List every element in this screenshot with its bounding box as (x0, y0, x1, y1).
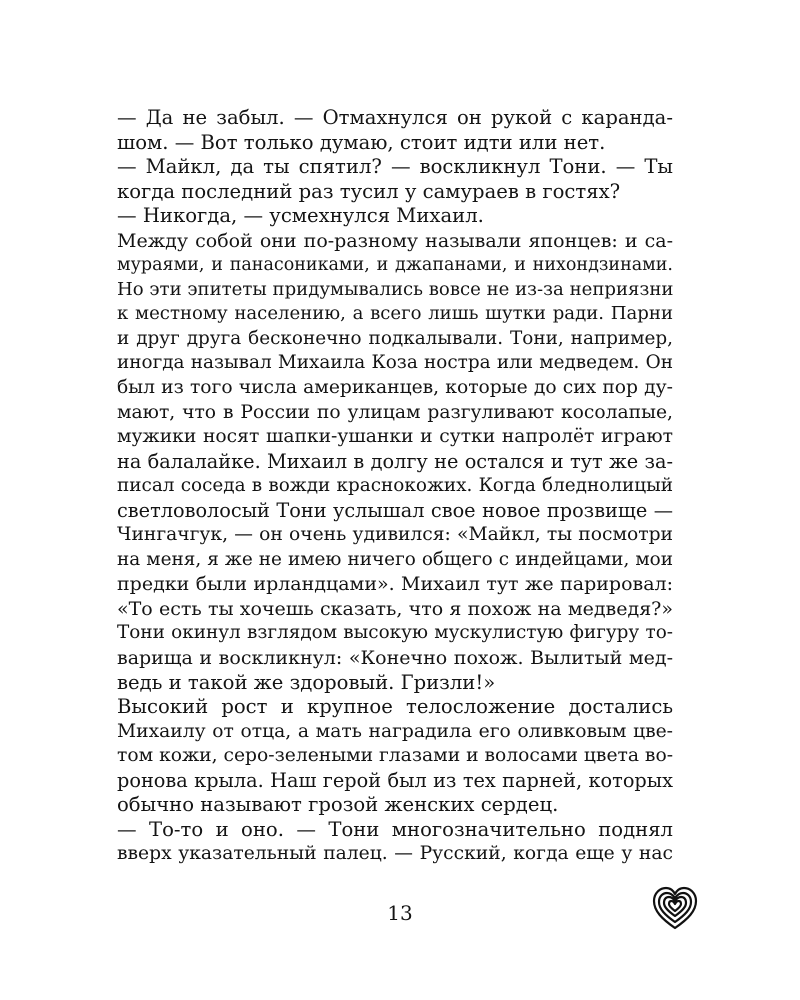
text-line: обычно называют грозой женских сердец. (117, 793, 559, 817)
text-line: светловолосый Тони услышал свое новое прозвище — (117, 498, 673, 522)
text-line: Михаилу от отца, а мать наградила его оливковым цве- (117, 720, 673, 742)
text-line: ведь и такой же здоровый. Гризли!» (117, 670, 496, 694)
text-line: мают, что в России по улицам разгуливают косолапые, (117, 401, 673, 423)
text-line: и друг друга бесконечно подкалывали. Тони, например, (117, 327, 673, 349)
text-line: иногда называл Михаила Коза ностра или медведем. Он (117, 352, 673, 374)
text-line: том кожи, серо-зелеными глазами и волосами цвета во- (117, 745, 674, 767)
text-line: Между собой они по-разному называли японцев: и са- (117, 229, 673, 252)
text-line: ронова крыла. Наш герой был из тех парней, которых (117, 768, 673, 792)
text-line: шом. — Вот только думаю, стоит идти или нет. (117, 130, 606, 154)
text-line: Высокий рост и крупное телосложение достались (117, 695, 673, 719)
text-line: мураями, и панасониками, и джапанами, и нихондзинами. (117, 255, 673, 276)
heart-icon (652, 886, 698, 932)
text-line: варища и воскликнул: «Конечно похож. Вылитый мед- (117, 647, 673, 670)
page-number: 13 (387, 901, 413, 925)
text-line: — Да не забыл. — Отмахнулся он рукой с каранда- (117, 106, 673, 129)
text-line: на балалайке. Михаил в долгу не остался и тут же за- (117, 449, 673, 473)
text-line: к местному населению, а всего лишь шутки ради. Парни (117, 303, 673, 325)
text-line: мужики носят шапки-ушанки и сутки напролёт играют (117, 426, 673, 448)
text-line: на меня, я же не имею ничего общего с индейцами, мои (117, 548, 673, 570)
text-line: когда последний раз тусил у самураев в гостях? (117, 179, 621, 203)
text-line: был из того числа американцев, которые до сих пор ду- (117, 377, 673, 399)
text-line: Тони окинул взглядом высокую мускулистую фигуру то- (117, 622, 673, 644)
text-line: Чингачгук, — он очень удивился: «Майкл, ты посмотри (117, 524, 673, 546)
body-text (117, 106, 673, 867)
text-line: «То есть ты хочешь сказать, что я похож на медведя?» (117, 597, 673, 620)
text-line: — То-то и оно. — Тони многозначительно поднял (117, 817, 673, 841)
text-line: писал соседа в вожди краснокожих. Когда бледнолицый (117, 475, 673, 497)
text-line: вверх указательный палец. — Русский, когда еще у нас (117, 843, 673, 865)
text-line: предки были ирландцами». Михаил тут же парировал: (117, 573, 673, 596)
text-line: — Майкл, да ты спятил? — воскликнул Тони. — Ты (117, 155, 673, 179)
text-line: Но эти эпитеты придумывались вовсе не из-за неприязни (117, 278, 674, 300)
text-line: — Никогда, — усмехнулся Михаил. (117, 204, 484, 228)
